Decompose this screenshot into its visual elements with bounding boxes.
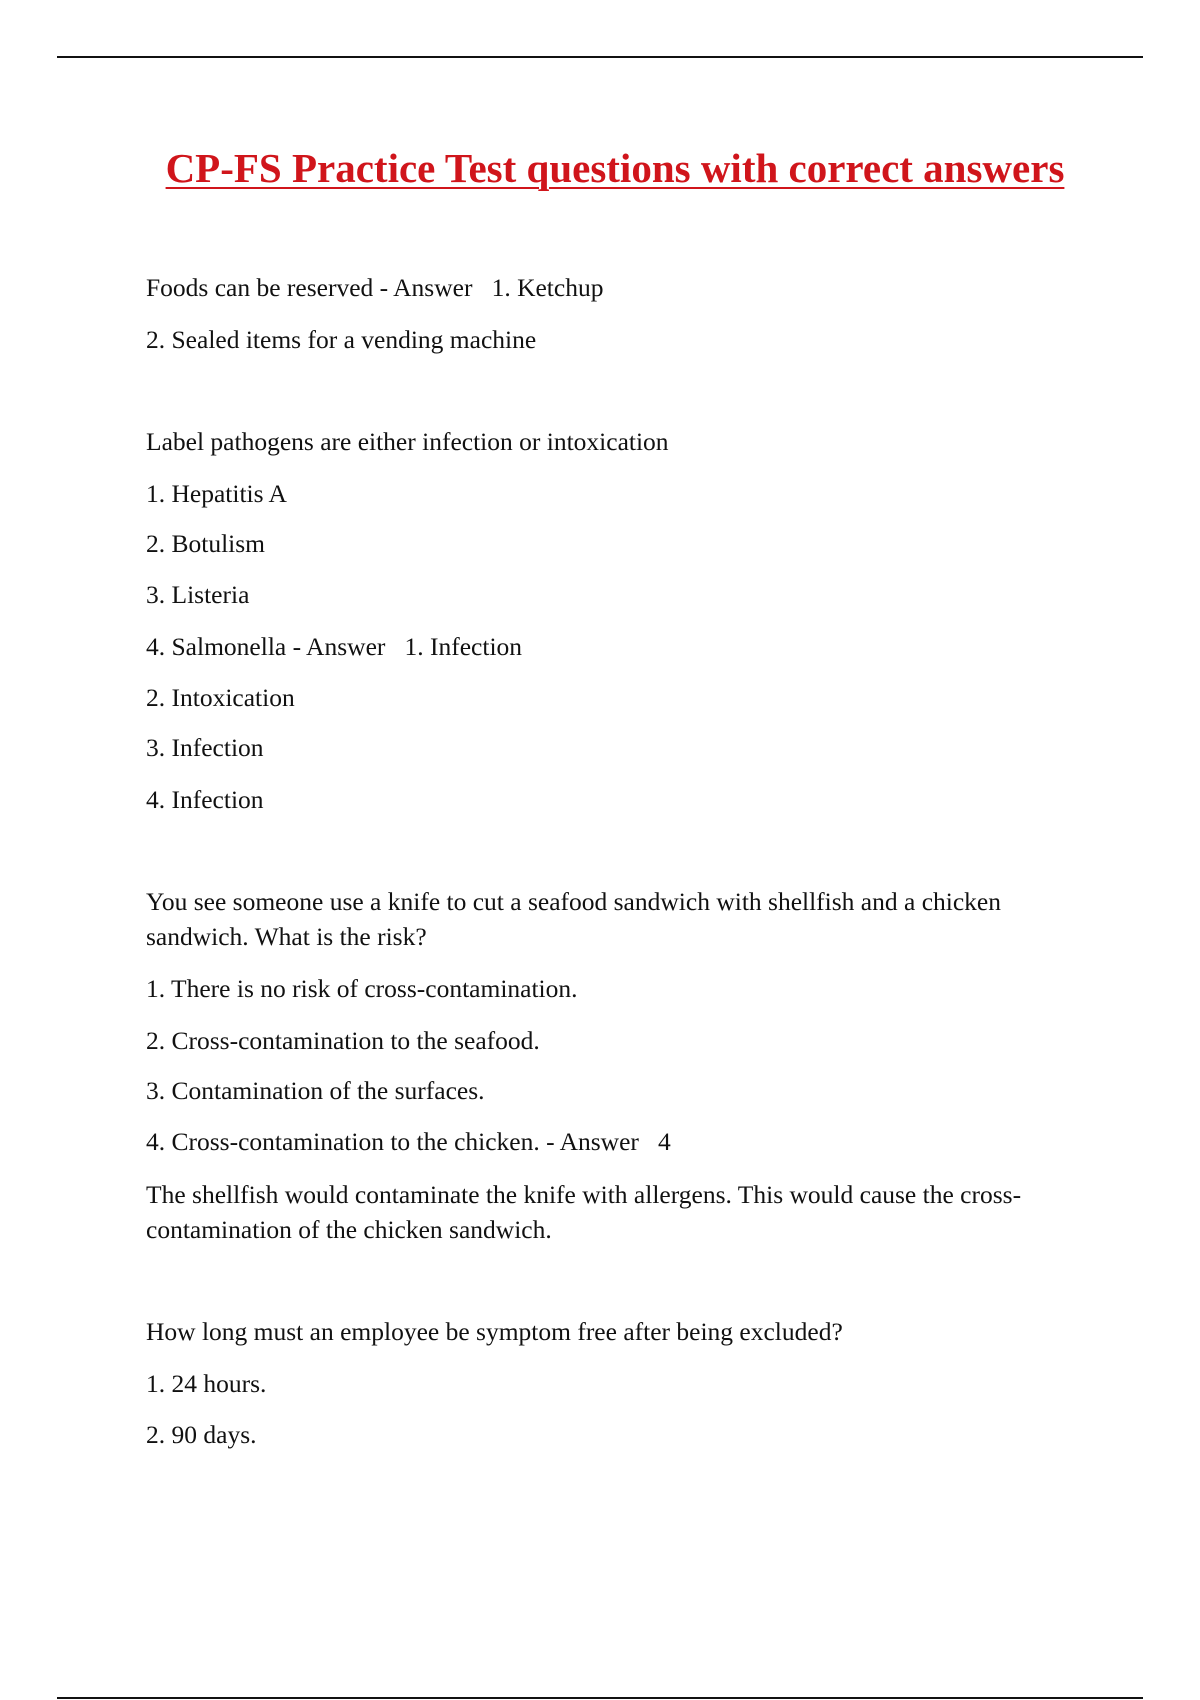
- question-2-answer-item: 3. Infection: [146, 733, 264, 762]
- top-divider: [57, 56, 1143, 58]
- bottom-divider: [57, 1697, 1143, 1699]
- question-3-option: 3. Contamination of the surfaces.: [146, 1076, 485, 1105]
- question-2-answer-item: 4. Infection: [146, 785, 264, 814]
- question-2-option: 3. Listeria: [146, 580, 250, 609]
- question-2-prompt: Label pathogens are either infection or intoxication: [146, 427, 669, 456]
- question-3-option: 1. There is no risk of cross-contamination.: [146, 974, 578, 1003]
- question-4-option: 1. 24 hours.: [146, 1369, 267, 1398]
- question-3-explanation: The shellfish would contaminate the knife with allergens. This would cause the cross-contamination of the chicken sandwich.: [146, 1180, 1022, 1244]
- question-3-prompt: You see someone use a knife to cut a seafood sandwich with shellfish and a chicken sandwich. What is the risk?: [146, 887, 1001, 951]
- document-title: CP-FS Practice Test questions with correct answers: [165, 145, 1065, 191]
- question-4-prompt: How long must an employee be symptom free after being excluded?: [146, 1317, 843, 1346]
- question-2-option: 2. Botulism: [146, 529, 266, 558]
- question-3-option-answer-line: 4. Cross-contamination to the chicken. - Answer 4: [146, 1127, 671, 1156]
- question-1-answer-line: Foods can be reserved - Answer 1. Ketchup: [146, 273, 604, 302]
- question-1-answer-item: 2. Sealed items for a vending machine: [146, 325, 537, 354]
- question-2-option-answer-line: 4. Salmonella - Answer 1. Infection: [146, 632, 523, 661]
- question-2-option: 1. Hepatitis A: [146, 479, 287, 508]
- question-4-option: 2. 90 days.: [146, 1420, 257, 1449]
- question-2-answer-item: 2. Intoxication: [146, 683, 295, 712]
- question-3-option: 2. Cross-contamination to the seafood.: [146, 1026, 540, 1055]
